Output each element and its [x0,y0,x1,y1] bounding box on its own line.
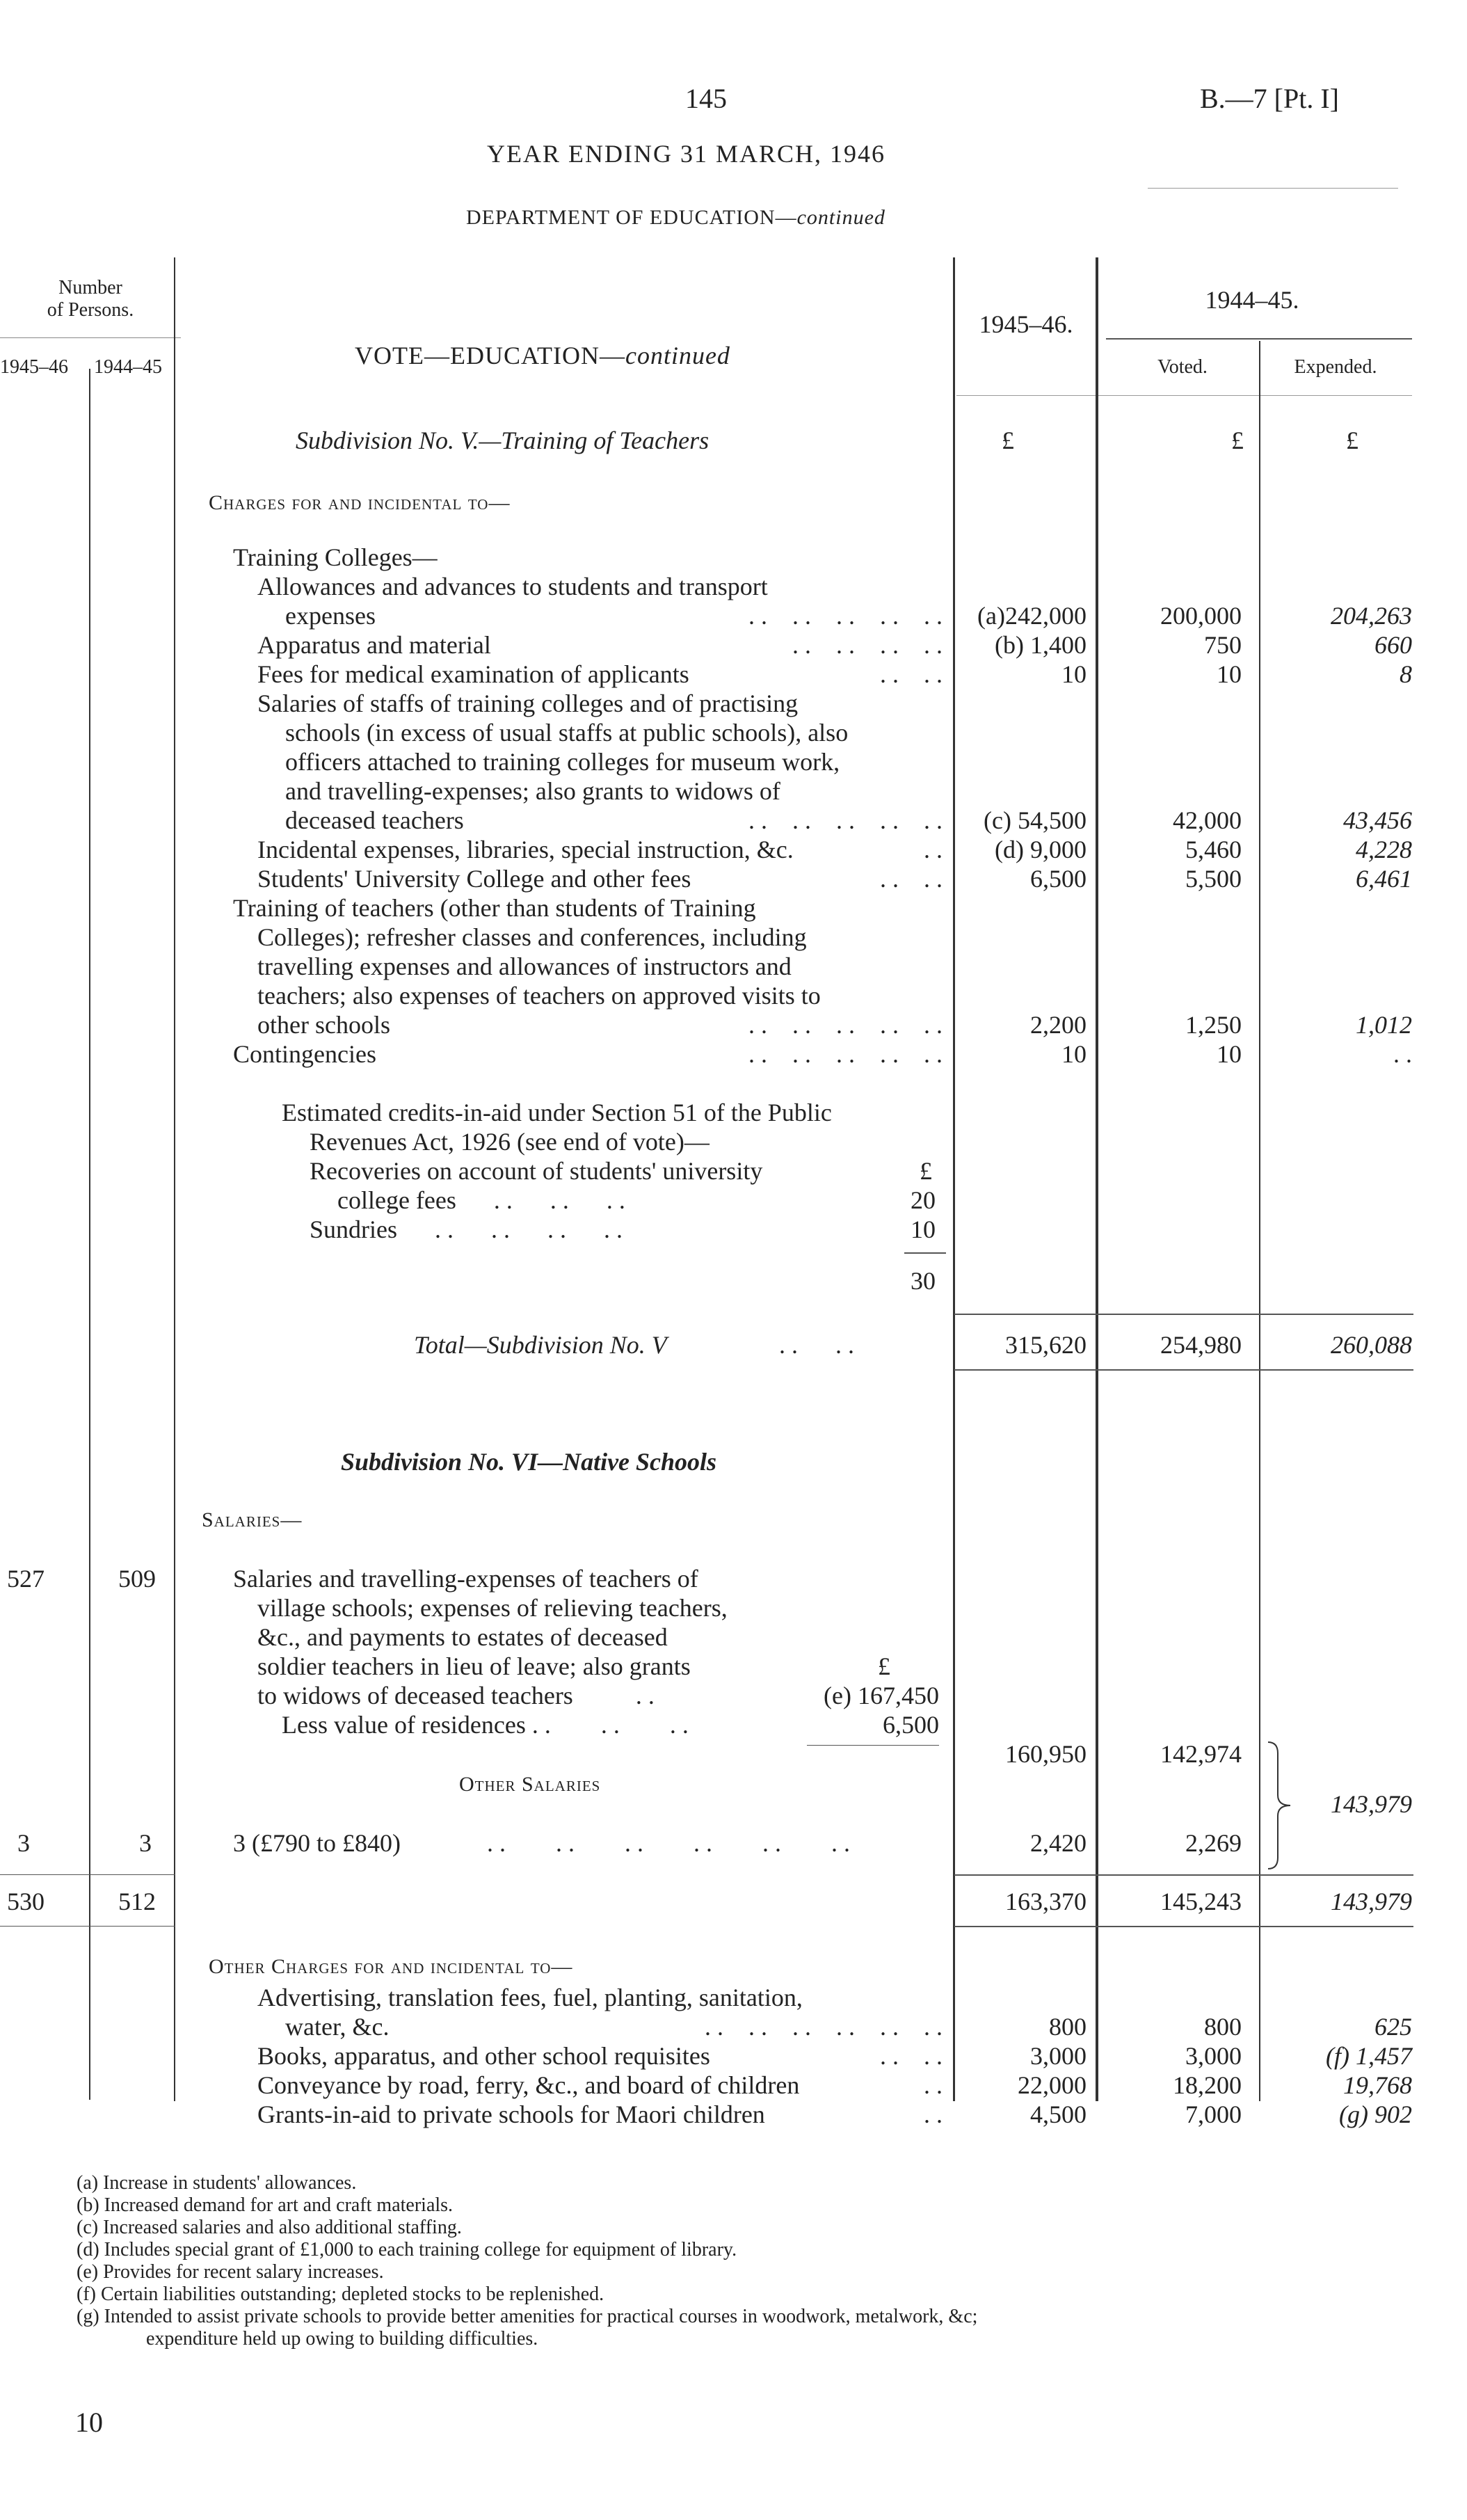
vote-title-text: VOTE—EDUCATION— [355,342,625,369]
native-sal-pound: £ [878,1652,890,1680]
subdivision-5-title: Subdivision No. V.—Training of Teachers [296,426,710,454]
students-univ-line: Students' University College and other fees . . . . [257,865,943,893]
credit-recoveries: 20 [911,1186,936,1214]
advertising-line2: water, &c. . . . . . . . . . . . . [285,2013,943,2041]
vote-title [355,341,730,370]
training-line3: travelling expenses and allowances of instructors and [257,952,792,980]
footnote-g-continued: expenditure held up owing to building difficulties. [146,2328,538,2350]
header-bottom-rule [956,395,1412,396]
footnote-g: (g) Intended to assist private schools to provide better amenities for practical courses in woodwork, metalwork, &c; [77,2306,978,2327]
native-sal-line2: village schools; expenses of relieving teachers, [257,1594,728,1622]
advertising-text: water, &c. [285,2013,390,2041]
books-text: Books, apparatus, and other school requisites [257,2042,710,2070]
apparatus-line: Apparatus and material . . . . . . . . [257,631,943,659]
allowances-voted: 200,000 [1160,602,1242,630]
advertising-voted: 800 [1204,2013,1242,2041]
apparatus-expended: 660 [1374,631,1412,659]
books-1945: 3,000 [1030,2042,1087,2070]
sundries-text: Sundries [310,1215,397,1243]
expended-header: Expended. [1294,356,1377,378]
other-salaries-dots: . . . . . . . . . . . . [487,1829,850,1857]
bracket-expended: 143,979 [1331,1790,1412,1818]
signature-mark: 10 [75,2407,103,2438]
native-persons-1945: 527 [7,1565,45,1593]
page-number: 145 [685,83,727,114]
incidental-text: Incidental expenses, libraries, special instruction, &c. [257,836,794,863]
other-salaries-1945: 2,420 [1030,1829,1087,1857]
salaries-line2: schools (in excess of usual staffs at public schools), also [285,719,849,747]
total-5-voted: 254,980 [1160,1331,1242,1359]
grants-1945: 4,500 [1030,2100,1087,2128]
training-colleges-heading: Training Colleges— [233,543,438,571]
page-reference: B.—7 [Pt. I] [1200,83,1339,114]
training-line2: Colleges); refresher classes and conferences, including [257,923,807,951]
bracket-icon [1262,1739,1304,1872]
persons-divider [89,369,90,2100]
salaries-line1: Salaries of staffs of training colleges and of practising [257,689,799,717]
total-5-expended: 260,088 [1331,1331,1412,1359]
credit-sundries: 10 [911,1215,936,1243]
year-title: YEAR ENDING 31 MARCH, 1946 [487,140,885,168]
persons-header-line2: of Persons. [47,299,134,321]
allowances-expended: 204,263 [1331,602,1412,630]
training-colleges-block [233,543,943,1069]
advertising-expended: 625 [1374,2013,1412,2041]
department-suffix: continued [796,206,885,229]
note-c: (c) [984,806,1011,834]
native-net-voted: 142,974 [1160,1740,1242,1768]
conveyance-expended: 19,768 [1343,2071,1412,2099]
less-residences-rule [807,1745,939,1746]
fees-line: Fees for medical examination of applicants . . . . [257,660,943,688]
other-salaries-line: 3 (£790 to £840) [233,1829,401,1857]
native-sal-amount: (e) 167,450 [824,1682,939,1709]
native-net-1945: 160,950 [1005,1740,1087,1768]
fees-voted: 10 [1217,660,1242,688]
salaries-line3: officers attached to training colleges for museum work, [285,748,840,776]
conveyance-text: Conveyance by road, ferry, &c., and board of children [257,2071,800,2099]
training-expended: 1,012 [1356,1011,1412,1039]
conveyance-voted: 18,200 [1173,2071,1242,2099]
apparatus-text: Apparatus and material [257,631,491,659]
footnote-b: (b) Increased demand for art and craft materials. [77,2194,454,2216]
native-sal-line4: soldier teachers in lieu of leave; also grants [257,1652,691,1680]
salaries-expended: 43,456 [1343,806,1412,834]
native-sal-text: to widows of deceased teachers [257,1682,573,1709]
credit-total: 30 [911,1267,936,1295]
incidental-line: Incidental expenses, libraries, special instruction, &c. . . [257,836,943,863]
persons-header-rule [0,337,181,338]
total-5-bottom-rule [954,1369,1413,1371]
incidental-1945 [954,835,1087,864]
department-name: DEPARTMENT OF EDUCATION— [466,206,797,229]
grants-voted: 7,000 [1185,2100,1242,2128]
salaries-line4: and travelling-expenses; also grants to widows of [285,777,780,805]
footnote-e: (e) Provides for recent salary increases. [77,2261,384,2283]
pound-voted: £ [1231,426,1244,454]
year-1944-header: 1944–45. [1205,286,1299,314]
recoveries-line2: college fees . . . . . . [337,1186,625,1214]
credits-line1: Estimated credits-in-aid under Section 51 of the Public [282,1099,832,1126]
credit-pound: £ [920,1157,932,1185]
footnote-d: (d) Includes special grant of £1,000 to each training college for equipment of library. [77,2239,737,2260]
credit-rule [904,1252,946,1254]
students-univ-text: Students' University College and other fees [257,865,691,893]
conveyance-line: Conveyance by road, ferry, &c., and board of children . . [257,2071,943,2099]
contingencies-line: Contingencies . . . . . . . . . . [233,1040,943,1068]
header-rule [1148,188,1398,189]
charges-heading: Charges for and incidental to— [209,491,511,514]
contingencies-1945: 10 [1061,1040,1087,1068]
note-d: (d) [995,836,1024,863]
books-expended: (f) 1,457 [1326,2042,1412,2070]
other-persons-1945: 3 [17,1829,30,1857]
total-5-1945: 315,620 [1005,1331,1087,1359]
fees-expended: 8 [1400,660,1412,688]
students-univ-expended: 6,461 [1356,865,1412,893]
footnote-f: (f) Certain liabilities outstanding; depleted stocks to be replenished. [77,2283,604,2305]
other-salaries-heading: Other Salaries [459,1773,601,1796]
native-salaries-block [233,1564,859,1739]
department-title [466,206,885,230]
training-1945: 2,200 [1030,1011,1087,1039]
incidental-voted: 5,460 [1185,836,1242,863]
allowances-1945 [954,601,1087,630]
amount-left-rule [953,257,955,2101]
native-total-voted: 145,243 [1160,1888,1242,1915]
pound-expended: £ [1346,426,1358,454]
grants-line: Grants-in-aid to private schools for Maori children . . [257,2100,943,2128]
year-1945-header: 1945–46. [979,310,1073,338]
allowances-text: expenses [285,602,376,630]
note-a: (a) [977,602,1005,630]
incidental-1945-value: 9,000 [1030,836,1087,863]
sundries-line: Sundries . . . . . . . . [310,1215,623,1243]
native-persons-1944: 509 [118,1565,156,1593]
allowances-line1: Allowances and advances to students and transport [257,573,768,600]
contingencies-voted: 10 [1217,1040,1242,1068]
grants-expended: (g) 902 [1339,2100,1412,2128]
native-sal-line5: to widows of deceased teachers . . [257,1682,655,1709]
conveyance-1945: 22,000 [1018,2071,1087,2099]
less-residences-line: Less value of residences . . . . . . [282,1711,689,1739]
recoveries-line1: Recoveries on account of students' university [310,1157,763,1185]
total-5-dots: . . . . [779,1331,854,1359]
advertising-line1: Advertising, translation fees, fuel, planting, sanitation, [257,1984,803,2011]
voted-header: Voted. [1157,356,1208,378]
less-residences-amount: 6,500 [883,1711,939,1739]
training-text: other schools [257,1011,390,1039]
footnote-c: (c) Increased salaries and also additional staffing. [77,2217,462,2238]
total-persons-1945: 530 [7,1888,45,1915]
other-persons-1944: 3 [139,1829,152,1857]
incidental-expended: 4,228 [1356,836,1412,863]
vote-title-suffix: continued [625,342,730,369]
fees-1945: 10 [1061,660,1087,688]
other-salaries-voted: 2,269 [1185,1829,1242,1857]
training-voted: 1,250 [1185,1011,1242,1039]
contingencies-text: Contingencies [233,1040,376,1068]
grants-text: Grants-in-aid to private schools for Maori children [257,2100,765,2128]
voted-expended-rule [1259,341,1260,2101]
total-5-label: Total—Subdivision No. V [414,1331,667,1359]
salaries-line5: deceased teachers . . . . . . . . . . [285,806,943,834]
native-sal-line1: Salaries and travelling-expenses of teachers of [233,1565,698,1593]
salaries-1945-value: 54,500 [1018,806,1087,834]
note-b: (b) [995,631,1024,659]
students-univ-1945: 6,500 [1030,865,1087,893]
salaries-text: deceased teachers [285,806,464,834]
credits-block [282,1098,943,1244]
books-voted: 3,000 [1185,2042,1242,2070]
apparatus-1945 [954,630,1087,660]
less-residences-text: Less value of residences [282,1711,526,1739]
apparatus-voted: 750 [1204,631,1242,659]
total-persons-1944: 512 [118,1888,156,1915]
apparatus-1945-value: 1,400 [1030,631,1087,659]
students-univ-voted: 5,500 [1185,865,1242,893]
native-sal-line3: &c., and payments to estates of deceased [257,1623,668,1651]
persons-1945-header: 1945–46 [0,356,68,378]
salaries-1945 [954,806,1087,835]
contingencies-expended: . . [1393,1040,1412,1068]
native-total-1945: 163,370 [1005,1888,1087,1915]
training-line4: teachers; also expenses of teachers on approved visits to [257,982,821,1010]
subdivision-6-title: Subdivision No. VI—Native Schools [341,1448,717,1476]
credits-line2: Revenues Act, 1926 (see end of vote)— [310,1128,710,1156]
footnote-a: (a) Increase in students' allowances. [77,2172,357,2194]
amount-mid-rule [1096,257,1098,2101]
advertising-1945: 800 [1049,2013,1087,2041]
training-line1: Training of teachers (other than students of Training [233,894,756,922]
other-charges-heading: Other Charges for and incidental to— [209,1955,573,1978]
persons-header [7,277,174,321]
training-line5: other schools . . . . . . . . . . [257,1011,943,1039]
year-1944-rule [1106,338,1412,340]
salaries-heading: Salaries— [202,1508,303,1531]
pound-1945: £ [1002,426,1014,454]
salaries-voted: 42,000 [1173,806,1242,834]
native-total-bottom-rule [954,1926,1413,1927]
books-line: Books, apparatus, and other school requisites . . . . [257,2042,943,2070]
total-5-top-rule [954,1314,1413,1315]
allowances-line2: expenses . . . . . . . . . . [285,602,943,630]
persons-right-rule [174,257,175,2101]
native-total-top-rule [954,1874,1413,1876]
persons-total-bottom-rule [0,1926,175,1927]
allowances-1945-value: 242,000 [1005,602,1087,630]
persons-1944-header: 1944–45 [94,356,162,378]
native-total-expended: 143,979 [1331,1888,1412,1915]
persons-total-rule [0,1874,175,1875]
persons-header-line1: Number [58,277,122,298]
recoveries-text: college fees [337,1186,456,1214]
fees-text: Fees for medical examination of applicants [257,660,689,688]
other-charges-block [233,1983,943,2129]
